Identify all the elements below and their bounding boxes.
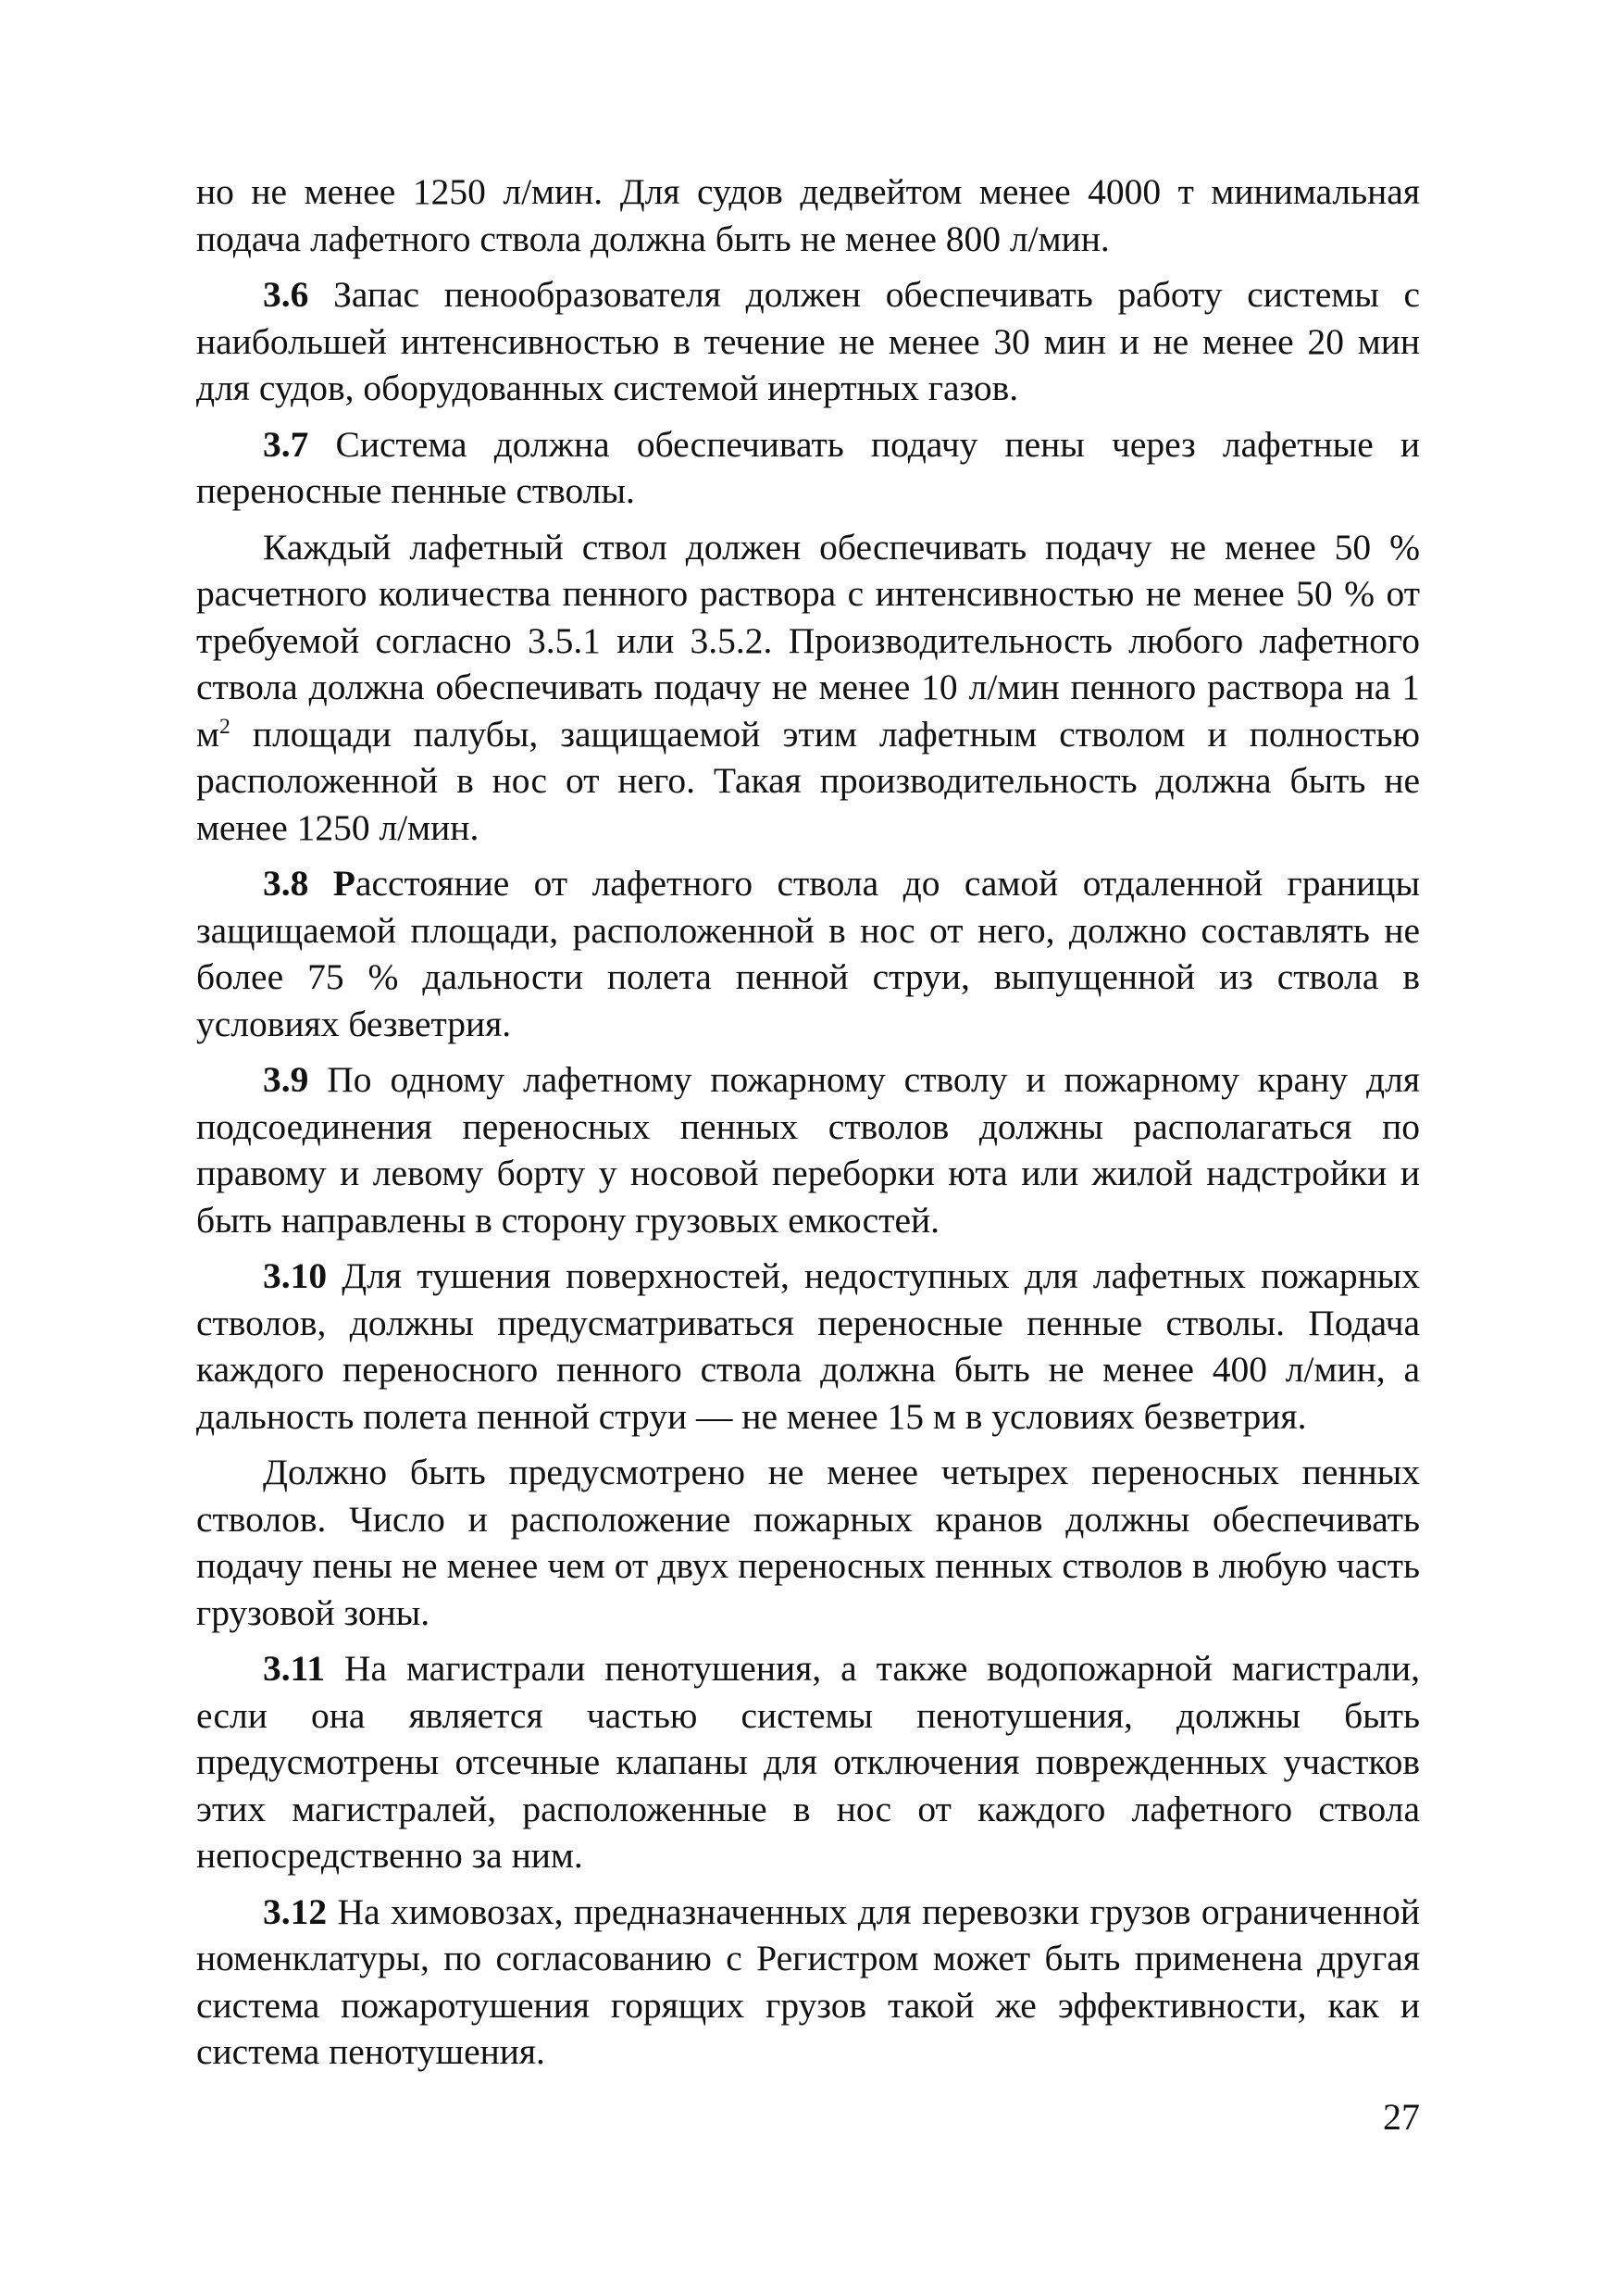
paragraph-3-7 xyxy=(196,421,1420,515)
paragraph-text: По одному лафетному пожарному стволу и пожарному крану для подсоединения переносных пенных стволов должны располагаться по правому и левому борту у носовой переборки юта или жилой надстройки и быть направлены в сторону грузовых емкостей. xyxy=(196,1059,1420,1241)
paragraph-3-11 xyxy=(196,1645,1420,1879)
paragraph-text: площади палубы, защищаемой этим лафетным стволом и полностью расположенной в нос от него. Такая производительность должна быть не менее 1250 л/мин. xyxy=(196,713,1420,848)
paragraph-portable-nozzles xyxy=(196,1449,1420,1636)
paragraph-text: Для тушения поверхностей, недоступных для лафетных пожарных стволов, должны предусматриваться переносные пенные стволы. Подача каждого переносного пенного ствола должна быть не менее 400 л/мин, а дальность полета пенной струи — не менее 15 м в условиях безветрия. xyxy=(196,1255,1420,1437)
section-number: 3.9 xyxy=(263,1059,309,1100)
paragraph-text: Каждый лафетный ствол должен обеспечивать подачу не менее 50 % расчетного количества пенного раствора с интенсивностью не менее 50 % от требуемой согласно 3.5.1 или 3.5.2. Производительность любого лафетного ствола должна обеспечивать подачу не менее 10 л/мин пенного раствора на 1 м xyxy=(196,526,1420,755)
paragraph-text: Должно быть предусмотрено не менее четырех переносных пенных стволов. Число и расположение пожарных кранов должны обеспечивать подачу пены не менее чем от двух переносных пенных стволов в любую часть грузовой зоны. xyxy=(196,1452,1420,1633)
paragraph-monitor-capacity xyxy=(196,524,1420,852)
paragraph-3-8 xyxy=(196,860,1420,1047)
paragraph-3-9 xyxy=(196,1056,1420,1243)
document-body xyxy=(196,168,1420,2085)
paragraph-text: асстояние от лафетного ствола до самой отдаленной границы защищаемой площади, расположенной в нос от него, должно составлять не более 75 % дальности полета пенной струи, выпущенной из ствола в условиях безветрия. xyxy=(196,863,1420,1044)
paragraph-3-10 xyxy=(196,1253,1420,1440)
section-number: 3.6 xyxy=(263,274,309,315)
page-number: 27 xyxy=(1383,2096,1420,2138)
section-number: 3.12 xyxy=(263,1890,328,1932)
paragraph-text: Запас пенообразователя должен обеспечивать работу системы с наибольшей интенсивностью в течение не менее 30 мин и не менее 20 мин для судов, оборудованных системой инертных газов. xyxy=(196,274,1420,408)
section-number: 3.7 xyxy=(263,423,309,465)
section-number: 3.10 xyxy=(263,1255,328,1296)
section-number: 3.11 xyxy=(263,1648,325,1689)
paragraph-3-12 xyxy=(196,1889,1420,2076)
paragraph-3-6 xyxy=(196,271,1420,412)
paragraph-text: но не менее 1250 л/мин. Для судов дедвейтом менее 4000 т минимальная подача лафетного ствола должна быть не менее 800 л/мин. xyxy=(196,171,1420,259)
paragraph-continuation xyxy=(196,168,1420,262)
superscript: 2 xyxy=(219,714,230,739)
paragraph-text: Система должна обеспечивать подачу пены через лафетные и переносные пенные стволы. xyxy=(196,423,1420,511)
section-number: 3.8 Р xyxy=(263,863,355,904)
paragraph-text: На магистрали пенотушения, а также водопожарной магистрали, если она является частью системы пенотушения, должны быть предусмотрены отсечные клапаны для отключения поврежденных участков этих магистралей, расположенные в нос от каждого лафетного ствола непосредственно за ним. xyxy=(196,1648,1420,1876)
paragraph-text: На химовозах, предназначенных для перевозки грузов ограниченной номенклатуры, по согласованию с Регистром может быть применена другая система пожаротушения горящих грузов такой же эффективности, как и система пенотушения. xyxy=(196,1890,1420,2072)
